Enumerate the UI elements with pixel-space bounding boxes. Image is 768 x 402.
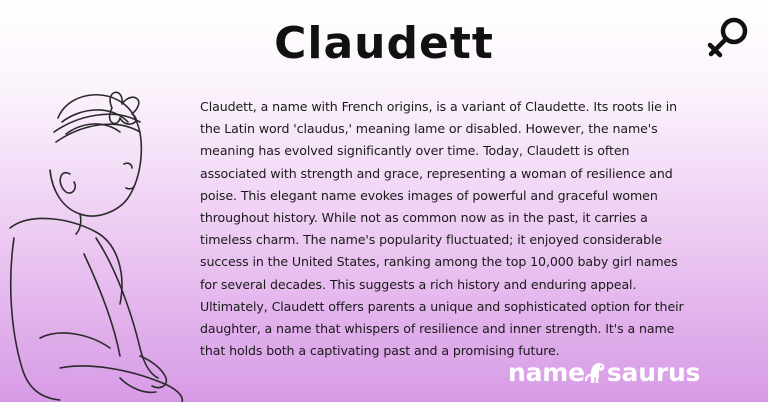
logo-text-name: name xyxy=(508,357,585,387)
namesaurus-logo[interactable] xyxy=(508,355,700,389)
logo-text-saurus: saurus xyxy=(606,357,701,387)
name-description: Claudett, a name with French origins, is a variant of Claudette. Its roots lie in the Latin word 'claudus,' meaning lame or disabled. However, the name's meaning has evolved significantly over time. Today, Claudett is often associated with strength and grace, representing a woman of resilience and poise. This elegant name evokes images of powerful and graceful women throughout history. While not as common now as in the past, it carries a timeless charm. The name's popularity fluctuated; it enjoyed considerable success in the United States, ranking among the top 10,000 baby girl names for several decades. This suggests a rich history and enduring appeal. Ultimately, Claudett offers parents a unique and sophisticated option for their daughter, a name that whispers of resilience and inner strength. It's a name that holds both a captivating past and a promising future. xyxy=(200,99,684,359)
page-title: Claudett xyxy=(274,18,494,69)
female-symbol-icon xyxy=(706,16,750,62)
dinosaur-icon xyxy=(585,359,607,385)
baby-illustration xyxy=(0,78,200,402)
